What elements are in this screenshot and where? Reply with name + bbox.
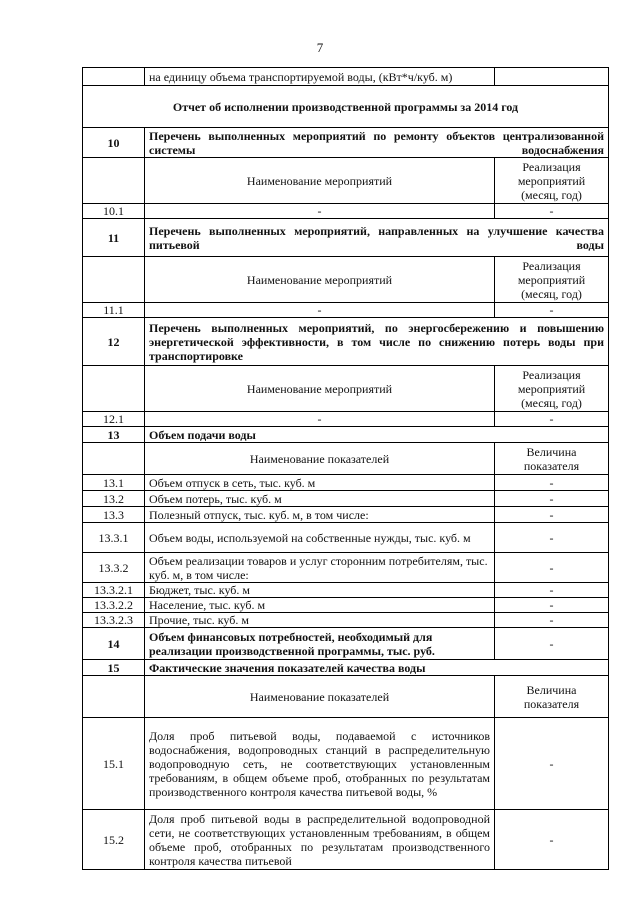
column-header-name: Наименование мероприятий [145, 158, 495, 204]
column-header-name: Наименование показателей [145, 443, 495, 475]
section-number: 13 [83, 427, 145, 443]
section-number: 12 [83, 318, 145, 366]
row-name: Прочие, тыс. куб. м [145, 613, 495, 628]
production-program-table [82, 67, 609, 870]
page-number: 7 [316, 40, 324, 55]
column-header-row [83, 443, 609, 475]
table-row [83, 613, 609, 628]
table-row [83, 598, 609, 613]
column-header-row [83, 676, 609, 718]
row-name: Доля проб питьевой воды в распределительной водопроводной сети, не соответствующих установленным требованиям, в общем объеме проб, отобранных по результатам производственного контроля качества питьевой [145, 810, 495, 870]
table-row [83, 810, 609, 870]
row-number: 13.3 [83, 507, 145, 523]
report-title: Отчет об исполнении производственной программы за 2014 год [83, 86, 609, 128]
table-row [83, 303, 609, 318]
column-header-value: Реализация мероприятий (месяц, год) [495, 257, 609, 303]
row-name: Полезный отпуск, тыс. куб. м, в том числе: [145, 507, 495, 523]
row-name: Объем реализации товаров и услуг сторонним потребителям, тыс. куб. м, в том числе: [145, 553, 495, 583]
row-number: 10.1 [83, 204, 145, 219]
row-number: 12.1 [83, 412, 145, 427]
column-header-value: Реализация мероприятий (месяц, год) [495, 158, 609, 204]
unit-text: на единицу объема транспортируемой воды, (кВт*ч/куб. м) [145, 68, 495, 86]
row-value: - [495, 303, 609, 318]
section-number: 14 [83, 628, 145, 660]
row-number: 13.3.2.1 [83, 583, 145, 598]
table-cell [83, 366, 145, 412]
row-value: - [495, 598, 609, 613]
row-number: 15.2 [83, 810, 145, 870]
table-row [83, 412, 609, 427]
table-cell [83, 676, 145, 718]
table-cell [83, 443, 145, 475]
table-row [83, 68, 609, 86]
table-row [83, 523, 609, 553]
row-value: - [495, 718, 609, 810]
section-title: Фактические значения показателей качества воды [145, 660, 609, 676]
row-name: Население, тыс. куб. м [145, 598, 495, 613]
row-number: 13.3.2.3 [83, 613, 145, 628]
section-title: Объем подачи воды [145, 427, 609, 443]
section-title: Перечень выполненных мероприятий по ремонту объектов централизованной системы водоснабжения [145, 128, 609, 158]
table-row [83, 86, 609, 128]
column-header-name: Наименование мероприятий [145, 366, 495, 412]
row-value: - [495, 412, 609, 427]
column-header-name: Наименование показателей [145, 676, 495, 718]
row-name: Объем потерь, тыс. куб. м [145, 491, 495, 507]
table-row [83, 475, 609, 491]
column-header-row [83, 257, 609, 303]
row-value: - [495, 475, 609, 491]
table-row [83, 553, 609, 583]
row-value: - [495, 613, 609, 628]
row-name: Бюджет, тыс. куб. м [145, 583, 495, 598]
row-value: - [495, 507, 609, 523]
row-name: - [145, 204, 495, 219]
table-cell [83, 158, 145, 204]
row-number: 13.3.2.2 [83, 598, 145, 613]
section-title: Перечень выполненных мероприятий, по энергосбережению и повышению энергетической эффективности, в том числе по снижению потерь воды при транспортировке [145, 318, 609, 366]
row-name: - [145, 412, 495, 427]
row-value: - [495, 628, 609, 660]
table-cell [495, 68, 609, 86]
section-title: Перечень выполненных мероприятий, направленных на улучшение качества питьевой воды [145, 219, 609, 257]
row-value: - [495, 204, 609, 219]
column-header-name: Наименование мероприятий [145, 257, 495, 303]
row-number: 13.3.2 [83, 553, 145, 583]
section-number: 10 [83, 128, 145, 158]
table-row [83, 583, 609, 598]
row-name: Объем воды, используемой на собственные нужды, тыс. куб. м [145, 523, 495, 553]
column-header-row [83, 366, 609, 412]
table-cell [83, 257, 145, 303]
section-row-15 [83, 660, 609, 676]
table-row [83, 491, 609, 507]
section-row-12 [83, 318, 609, 366]
table-cell [83, 68, 145, 86]
column-header-value: Величина показателя [495, 443, 609, 475]
table-row [83, 204, 609, 219]
row-number: 15.1 [83, 718, 145, 810]
row-value: - [495, 491, 609, 507]
row-number: 13.1 [83, 475, 145, 491]
row-value: - [495, 523, 609, 553]
section-number: 15 [83, 660, 145, 676]
row-number: 13.3.1 [83, 523, 145, 553]
row-value: - [495, 583, 609, 598]
section-number: 11 [83, 219, 145, 257]
row-name: Доля проб питьевой воды, подаваемой с источников водоснабжения, водопроводных станций в распределительную водопроводную сеть, не соответствующих установленным требованиям, в общем объеме проб, отобранных по результатам производственного контроля качества питьевой воды, % [145, 718, 495, 810]
section-row-13 [83, 427, 609, 443]
table-row [83, 507, 609, 523]
row-value: - [495, 810, 609, 870]
row-name: Объем отпуск в сеть, тыс. куб. м [145, 475, 495, 491]
column-header-value: Величина показателя [495, 676, 609, 718]
section-title: Объем финансовых потребностей, необходимый для реализации производственной программы, тыс. руб. [145, 628, 495, 660]
section-row-14 [83, 628, 609, 660]
row-number: 11.1 [83, 303, 145, 318]
row-number: 13.2 [83, 491, 145, 507]
table-row [83, 718, 609, 810]
section-row-10 [83, 128, 609, 158]
row-name: - [145, 303, 495, 318]
section-row-11 [83, 219, 609, 257]
column-header-value: Реализация мероприятий (месяц, год) [495, 366, 609, 412]
column-header-row [83, 158, 609, 204]
row-value: - [495, 553, 609, 583]
